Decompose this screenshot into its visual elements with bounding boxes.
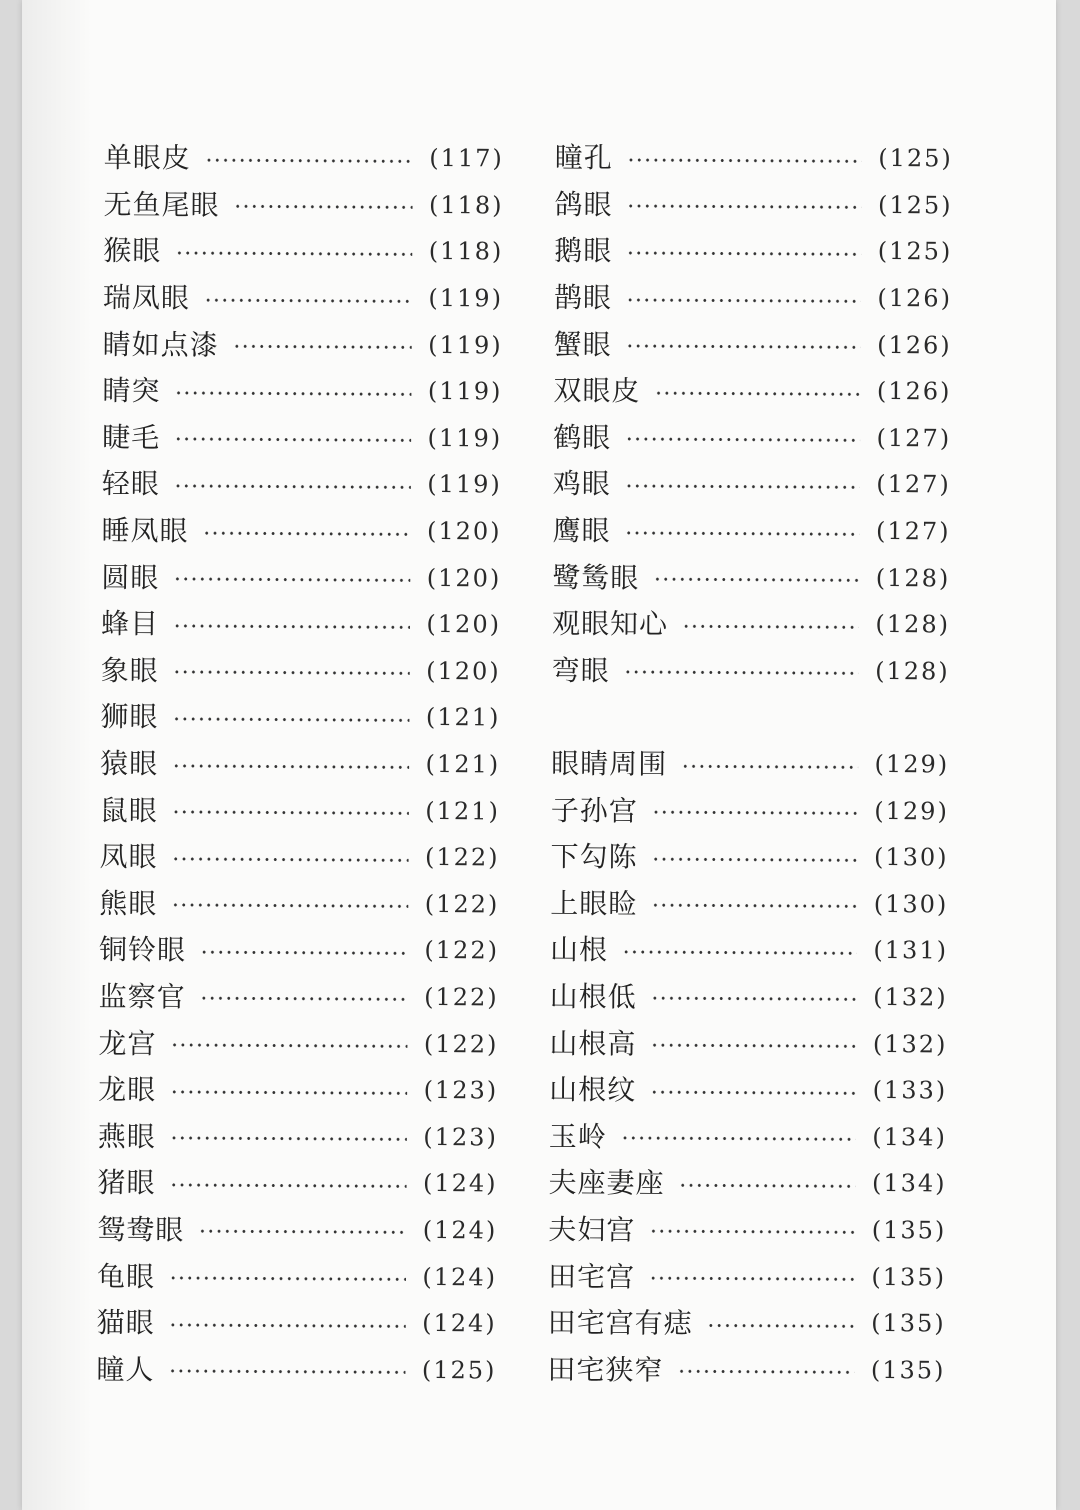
toc-entry-title: 睛突 — [102, 374, 161, 408]
toc-entry-title: 山根高 — [549, 1026, 637, 1061]
toc-entry[interactable] — [549, 1111, 947, 1160]
toc-entry[interactable] — [98, 1111, 498, 1160]
toc-entry[interactable] — [549, 1018, 947, 1067]
toc-entry[interactable] — [549, 1065, 947, 1114]
dot-leader — [174, 391, 411, 395]
toc-entry-title: 山根低 — [549, 979, 637, 1014]
toc-entry-page-number: (127) — [876, 470, 951, 499]
dot-leader — [170, 1090, 407, 1094]
toc-entry-page-number: (134) — [872, 1122, 947, 1152]
toc-entry-page-number: (126) — [877, 284, 953, 313]
toc-entry-page-number: (122) — [424, 889, 500, 919]
toc-entry-page-number: (121) — [425, 796, 500, 826]
toc-entry-page-number: (119) — [427, 377, 503, 406]
dot-leader — [622, 950, 857, 954]
toc-entry-title: 鸡眼 — [552, 467, 611, 501]
dot-leader — [168, 1370, 405, 1374]
dot-leader — [625, 531, 860, 535]
toc-entry-title: 山根 — [549, 933, 609, 967]
toc-entry-title: 蜂目 — [100, 607, 160, 641]
toc-entry[interactable] — [548, 1298, 946, 1347]
toc-entry[interactable] — [552, 552, 950, 601]
toc-entry-page-number: (124) — [422, 1215, 498, 1245]
toc-entry[interactable] — [103, 180, 503, 229]
toc-entry-page-number: (133) — [872, 1076, 948, 1105]
toc-left-column — [96, 133, 504, 1393]
dot-leader — [621, 1137, 856, 1141]
toc-entry-page-number: (120) — [426, 656, 501, 686]
toc-entry[interactable] — [102, 366, 502, 415]
toc-entry[interactable] — [103, 273, 503, 322]
toc-page — [22, 0, 1056, 1510]
dot-leader — [652, 811, 858, 815]
dot-leader — [233, 345, 412, 349]
group-spacer — [551, 692, 949, 741]
toc-entry-title: 瞳人 — [96, 1352, 155, 1387]
dot-leader — [654, 391, 860, 395]
toc-entry[interactable] — [100, 739, 500, 788]
toc-entry-title: 凤眼 — [99, 840, 158, 874]
toc-entry[interactable] — [99, 925, 499, 974]
toc-entry[interactable] — [101, 506, 501, 555]
dot-leader — [625, 484, 860, 488]
dot-leader — [682, 625, 859, 629]
toc-entry-title: 山根纹 — [549, 1073, 637, 1107]
toc-entry-title: 龟眼 — [96, 1259, 156, 1293]
toc-entry-page-number: (132) — [873, 982, 948, 1012]
toc-entry-title: 鹊眼 — [553, 281, 613, 315]
toc-entry-page-number: (127) — [875, 517, 951, 546]
toc-entry-page-number: (126) — [876, 377, 952, 406]
toc-entry[interactable] — [96, 1344, 496, 1393]
toc-entry-title: 龙眼 — [98, 1073, 157, 1107]
toc-entry-title: 无鱼尾眼 — [103, 187, 220, 222]
toc-entry-page-number: (118) — [428, 237, 504, 266]
dot-leader — [169, 1323, 406, 1327]
dot-leader — [626, 251, 861, 255]
toc-entry-title: 瞳孔 — [554, 141, 613, 175]
toc-entry-page-number: (124) — [422, 1309, 497, 1338]
toc-entry-title: 燕眼 — [97, 1119, 156, 1154]
toc-entry-page-number: (119) — [427, 423, 503, 453]
dot-leader — [204, 298, 412, 302]
dot-leader — [170, 1183, 407, 1187]
dot-leader — [170, 1137, 407, 1141]
dot-leader — [203, 531, 411, 535]
toc-entry-title: 夫座妻座 — [548, 1166, 665, 1201]
toc-entry-title: 猫眼 — [96, 1306, 155, 1340]
toc-entry-title: 龙宫 — [98, 1026, 157, 1060]
toc-entry[interactable] — [97, 1158, 497, 1207]
dot-leader — [653, 578, 859, 582]
dot-leader — [175, 251, 412, 255]
toc-entry[interactable] — [551, 739, 949, 788]
toc-entry-title: 眼睛周围 — [551, 747, 668, 781]
toc-entry-title: 田宅宫 — [547, 1259, 636, 1294]
toc-entry-page-number: (122) — [424, 936, 500, 965]
dot-leader — [707, 1324, 855, 1328]
toc-entry-page-number: (119) — [427, 470, 502, 499]
dot-leader — [172, 811, 409, 815]
toc-entry-page-number: (120) — [426, 517, 502, 546]
toc-entry-title: 观眼知心 — [551, 607, 669, 641]
toc-entry-page-number: (134) — [871, 1169, 947, 1198]
toc-entry[interactable] — [550, 925, 948, 974]
toc-entry-page-number: (119) — [428, 284, 504, 313]
toc-entry[interactable] — [547, 1344, 945, 1393]
dot-leader — [627, 158, 862, 162]
toc-entry[interactable] — [99, 832, 499, 881]
toc-entry-page-number: (135) — [871, 1309, 946, 1338]
toc-entry[interactable] — [554, 319, 952, 368]
toc-entry[interactable] — [101, 599, 501, 648]
toc-entry[interactable] — [548, 1158, 946, 1207]
toc-entry-title: 田宅狭窄 — [547, 1352, 664, 1387]
toc-entry-title: 鸳鸯眼 — [97, 1212, 185, 1247]
toc-entry[interactable] — [548, 1205, 946, 1254]
toc-entry-page-number: (128) — [875, 656, 950, 686]
dot-leader — [649, 1230, 855, 1234]
toc-entry-page-number: (135) — [871, 1215, 947, 1245]
toc-entry-title: 上眼睑 — [550, 886, 638, 921]
toc-entry-title: 下勾陈 — [550, 840, 638, 874]
toc-entry[interactable] — [97, 1298, 497, 1347]
dot-leader — [171, 904, 408, 908]
toc-entry[interactable] — [98, 1065, 498, 1114]
dot-leader — [649, 1277, 855, 1281]
toc-entry-page-number: (125) — [421, 1355, 497, 1385]
dot-leader — [626, 345, 861, 349]
dot-leader — [681, 764, 858, 768]
toc-entry-page-number: (131) — [873, 936, 949, 965]
toc-entry-page-number: (122) — [424, 982, 499, 1012]
toc-entry-page-number: (130) — [873, 843, 949, 872]
toc-entry-page-number: (123) — [423, 1076, 499, 1105]
toc-entry-title: 猴眼 — [103, 234, 162, 268]
toc-entry[interactable] — [551, 785, 949, 834]
toc-entry[interactable] — [553, 413, 951, 462]
toc-entry-page-number: (124) — [422, 1262, 498, 1291]
toc-entry[interactable] — [98, 1018, 498, 1067]
toc-entry-title: 鸽眼 — [554, 187, 613, 222]
dot-leader — [172, 764, 409, 768]
toc-group-eye-surroundings — [547, 739, 949, 1394]
toc-entry-page-number: (117) — [429, 144, 504, 173]
toc-entry-page-number: (121) — [425, 703, 501, 732]
toc-entry-title: 圆眼 — [101, 560, 160, 594]
toc-entry[interactable] — [554, 273, 952, 322]
dot-leader — [170, 1044, 407, 1048]
toc-entry-title: 鹰眼 — [552, 514, 611, 548]
toc-group-eye-types — [552, 133, 953, 695]
dot-leader — [169, 1276, 406, 1280]
toc-entry-title: 鼠眼 — [99, 793, 158, 827]
dot-leader — [174, 484, 411, 488]
toc-entry-title: 轻眼 — [101, 467, 160, 501]
dot-leader — [173, 578, 410, 582]
dot-leader — [174, 438, 411, 442]
toc-entry-title: 蟹眼 — [553, 327, 612, 362]
toc-entry[interactable] — [100, 785, 500, 834]
toc-entry-page-number: (120) — [426, 610, 502, 639]
toc-entry[interactable] — [548, 1251, 946, 1300]
toc-entry-page-number: (130) — [873, 889, 949, 919]
toc-entry[interactable] — [552, 646, 950, 695]
dot-leader — [650, 1090, 856, 1094]
toc-entry-title: 鹭鸶眼 — [552, 560, 640, 595]
toc-entry-page-number: (129) — [874, 796, 949, 826]
toc-entry-page-number: (129) — [874, 749, 950, 779]
toc-entry[interactable] — [97, 1251, 497, 1300]
toc-entry-page-number: (120) — [426, 563, 502, 593]
toc-entry-page-number: (135) — [870, 1355, 946, 1385]
toc-entry-page-number: (124) — [422, 1169, 498, 1198]
dot-leader — [172, 717, 409, 721]
dot-leader — [624, 671, 859, 675]
toc-entry-title: 铜铃眼 — [98, 933, 187, 967]
toc-entry[interactable] — [553, 366, 951, 415]
toc-entry-title: 子孙宫 — [550, 793, 638, 828]
toc-entry-title: 睫毛 — [102, 420, 161, 455]
toc-entry-page-number: (122) — [424, 843, 500, 872]
dot-leader — [173, 671, 410, 675]
toc-entry-title: 鹤眼 — [553, 420, 612, 455]
toc-entry-title: 猪眼 — [97, 1166, 156, 1200]
dot-leader — [200, 950, 408, 954]
toc-entry-page-number: (126) — [877, 330, 952, 360]
toc-entry-page-number: (118) — [428, 190, 504, 220]
toc-entry-title: 猿眼 — [100, 747, 159, 781]
dot-leader — [625, 438, 860, 442]
toc-entry-title: 单眼皮 — [103, 141, 191, 175]
toc-entry[interactable] — [99, 972, 499, 1021]
toc-entry-page-number: (122) — [423, 1029, 499, 1059]
toc-entry-page-number: (135) — [871, 1262, 947, 1291]
toc-entry[interactable] — [102, 459, 502, 508]
toc-entry-title: 玉岭 — [548, 1119, 607, 1154]
dot-leader — [198, 1230, 406, 1234]
toc-entry-title: 象眼 — [100, 653, 159, 688]
toc-entry-page-number: (127) — [876, 423, 952, 453]
toc-entry[interactable] — [97, 1205, 497, 1254]
dot-leader — [679, 1184, 856, 1188]
toc-entry-title: 瑞凤眼 — [102, 281, 191, 315]
toc-entry-page-number: (125) — [877, 190, 953, 220]
toc-entry-title: 监察官 — [98, 979, 186, 1014]
toc-entry-page-number: (123) — [423, 1122, 498, 1152]
toc-entry[interactable] — [104, 133, 504, 182]
toc-entry-title: 田宅宫有痣 — [547, 1306, 693, 1341]
toc-entry-title: 双眼皮 — [553, 374, 641, 408]
toc-entry[interactable] — [555, 133, 953, 182]
toc-entry-page-number: (132) — [872, 1029, 948, 1058]
dot-leader — [200, 997, 408, 1001]
toc-entry-page-number: (128) — [875, 563, 951, 593]
dot-leader — [205, 158, 413, 162]
toc-entry-page-number: (121) — [425, 749, 501, 779]
toc-entry[interactable] — [100, 692, 500, 741]
toc-entry-page-number: (125) — [878, 144, 953, 173]
dot-leader — [234, 205, 413, 209]
toc-entry[interactable] — [554, 180, 952, 229]
toc-entry-title: 狮眼 — [100, 700, 159, 734]
toc-entry[interactable] — [99, 878, 499, 927]
toc-entry[interactable] — [552, 506, 950, 555]
toc-entry-page-number: (128) — [875, 610, 951, 639]
dot-leader — [651, 997, 857, 1001]
dot-leader — [651, 904, 857, 908]
toc-entry[interactable] — [101, 552, 501, 601]
dot-leader — [650, 1044, 856, 1048]
toc-entry[interactable] — [550, 832, 948, 881]
toc-entry-page-number: (119) — [428, 330, 503, 360]
dot-leader — [677, 1370, 854, 1374]
dot-leader — [652, 857, 858, 861]
dot-leader — [172, 857, 409, 861]
toc-entry-title: 睡凤眼 — [101, 514, 189, 548]
toc-entry-title: 熊眼 — [99, 886, 158, 921]
toc-entry[interactable] — [103, 226, 503, 275]
toc-entry[interactable] — [553, 459, 951, 508]
toc-entry[interactable] — [550, 878, 948, 927]
dot-leader — [626, 298, 861, 302]
toc-right-column — [547, 133, 953, 1393]
toc-entry-title: 弯眼 — [551, 653, 610, 688]
dot-leader — [627, 205, 862, 209]
toc-entry-title: 鹅眼 — [554, 234, 613, 268]
toc-entry[interactable] — [101, 646, 501, 695]
dot-leader — [173, 624, 410, 628]
toc-entry[interactable] — [103, 319, 503, 368]
toc-entry-title: 睛如点漆 — [102, 327, 219, 362]
toc-entry-page-number: (125) — [877, 237, 953, 266]
toc-entry[interactable] — [554, 226, 952, 275]
toc-entry-title: 夫妇宫 — [548, 1212, 636, 1247]
toc-entry[interactable] — [550, 972, 948, 1021]
toc-entry[interactable] — [102, 413, 502, 462]
toc-entry[interactable] — [552, 599, 950, 648]
